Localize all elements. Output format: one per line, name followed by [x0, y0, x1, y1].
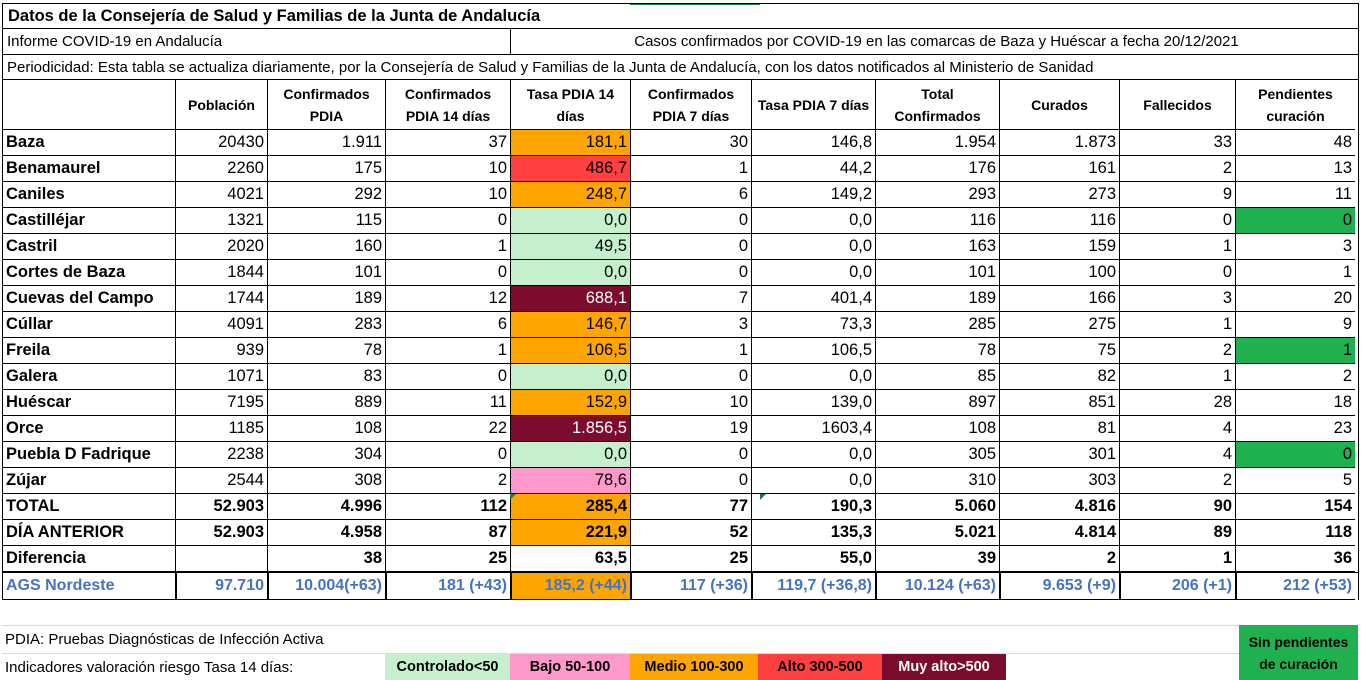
data-cell[interactable]: 292	[268, 182, 386, 208]
data-cell[interactable]: 3	[1120, 286, 1236, 312]
data-cell[interactable]: 308	[268, 468, 386, 494]
data-cell[interactable]: 1	[1236, 338, 1355, 364]
data-cell[interactable]: 152,9	[511, 390, 631, 416]
data-cell[interactable]: 2260	[176, 156, 268, 182]
data-cell[interactable]: 49,5	[511, 234, 631, 260]
table-row	[2, 468, 1359, 494]
data-cell[interactable]: 0,0	[752, 208, 876, 234]
table-title[interactable]: Datos de la Consejería de Salud y Familias de la Junta de Andalucía	[3, 4, 1358, 29]
header-cell[interactable]: Total Confirmados	[876, 80, 1000, 130]
data-cell[interactable]: 1	[1120, 234, 1236, 260]
data-cell[interactable]: 52.903	[176, 494, 268, 520]
data-cell[interactable]: 28	[1120, 390, 1236, 416]
data-cell[interactable]: 2	[1120, 468, 1236, 494]
ags-cell[interactable]: 185,2 (+44)	[511, 573, 631, 600]
data-cell[interactable]: 163	[876, 234, 1000, 260]
data-cell[interactable]: 0	[1120, 208, 1236, 234]
data-cell[interactable]: 486,7	[511, 156, 631, 182]
header-cell[interactable]: Confirmados PDIA 14 días	[386, 80, 511, 130]
data-cell[interactable]: 116	[1000, 208, 1120, 234]
header-cell[interactable]: Fallecidos	[1120, 80, 1236, 130]
header-cell[interactable]: Población	[176, 80, 268, 130]
data-cell[interactable]: 1	[1236, 260, 1355, 286]
data-cell[interactable]: 1603,4	[752, 416, 876, 442]
periodicity-row	[2, 55, 1359, 80]
data-cell[interactable]: 135,3	[752, 520, 876, 546]
data-cell[interactable]: 13	[1236, 156, 1355, 182]
table-row	[2, 130, 1359, 156]
data-cell[interactable]: 166	[1000, 286, 1120, 312]
data-cell[interactable]: 106,5	[752, 338, 876, 364]
data-cell[interactable]: 23	[1236, 416, 1355, 442]
data-cell[interactable]: 2	[1120, 338, 1236, 364]
row-name-cell[interactable]: DÍA ANTERIOR	[3, 520, 176, 546]
data-cell[interactable]: 0	[631, 260, 752, 286]
data-cell[interactable]: 19	[631, 416, 752, 442]
data-cell[interactable]: 4.996	[268, 494, 386, 520]
data-cell[interactable]: 0	[1236, 208, 1355, 234]
data-cell[interactable]: 139,0	[752, 390, 876, 416]
header-cell[interactable]: Confirmados PDIA 7 días	[631, 80, 752, 130]
header-cell[interactable]: Curados	[1000, 80, 1120, 130]
header-cell[interactable]: Tasa PDIA 7 días	[752, 80, 876, 130]
indicators-row	[2, 654, 1359, 680]
report-name[interactable]: Informe COVID-19 en Andalucía	[3, 29, 511, 55]
data-cell[interactable]: 175	[268, 156, 386, 182]
data-cell[interactable]: 0	[1120, 260, 1236, 286]
data-cell[interactable]: 55,0	[752, 546, 876, 572]
data-cell[interactable]: 0	[631, 442, 752, 468]
data-cell[interactable]: 83	[268, 364, 386, 390]
table-row	[2, 546, 1359, 572]
data-cell[interactable]: 37	[386, 130, 511, 156]
data-cell[interactable]: 116	[876, 208, 1000, 234]
data-cell[interactable]: 688,1	[511, 286, 631, 312]
data-cell[interactable]: 0	[631, 364, 752, 390]
table-row	[2, 416, 1359, 442]
header-row	[2, 80, 1359, 130]
data-cell[interactable]: 1.856,5	[511, 416, 631, 442]
data-cell[interactable]: 48	[1236, 130, 1355, 156]
table-row	[2, 208, 1359, 234]
data-cell[interactable]: 149,2	[752, 182, 876, 208]
data-cell[interactable]: 85	[876, 364, 1000, 390]
data-cell[interactable]: 9	[1120, 182, 1236, 208]
data-cell[interactable]: 1.873	[1000, 130, 1120, 156]
row-name-cell[interactable]: Cúllar	[3, 312, 176, 338]
data-cell[interactable]: 304	[268, 442, 386, 468]
sin-pendientes-legend[interactable]	[1239, 625, 1358, 680]
data-cell[interactable]: 0,0	[511, 442, 631, 468]
data-cell[interactable]: 0,0	[752, 364, 876, 390]
data-cell[interactable]: 159	[1000, 234, 1120, 260]
data-cell[interactable]: 4.958	[268, 520, 386, 546]
row-name-cell[interactable]: Freila	[3, 338, 176, 364]
table-row	[2, 234, 1359, 260]
data-cell[interactable]: 44,2	[752, 156, 876, 182]
data-cell[interactable]: 6	[386, 312, 511, 338]
data-cell[interactable]: 154	[1236, 494, 1355, 520]
data-cell[interactable]: 3	[631, 312, 752, 338]
covid-table	[2, 3, 1359, 600]
legend-bajo[interactable]: Bajo 50-100	[510, 654, 630, 680]
report-subtitle[interactable]: Casos confirmados por COVID-19 en las comarcas de Baza y Huéscar a fecha 20/12/2021	[511, 29, 1358, 55]
data-cell[interactable]: 112	[386, 494, 511, 520]
data-cell[interactable]: 78	[268, 338, 386, 364]
data-cell[interactable]: 108	[876, 416, 1000, 442]
data-cell[interactable]: 0,0	[752, 442, 876, 468]
data-cell[interactable]: 7	[631, 286, 752, 312]
ags-row	[2, 572, 1359, 600]
data-cell[interactable]: 4.816	[1000, 494, 1120, 520]
data-cell[interactable]: 1.911	[268, 130, 386, 156]
ags-cell[interactable]: 206 (+1)	[1120, 573, 1236, 600]
info-row	[2, 29, 1359, 55]
data-cell[interactable]: 303	[1000, 468, 1120, 494]
data-cell[interactable]: 0,0	[752, 234, 876, 260]
row-name-cell[interactable]: Caniles	[3, 182, 176, 208]
data-cell[interactable]: 18	[1236, 390, 1355, 416]
row-name-cell[interactable]: Cortes de Baza	[3, 260, 176, 286]
data-cell[interactable]: 190,3	[752, 494, 876, 520]
data-cell[interactable]: 0	[386, 260, 511, 286]
ags-cell[interactable]: 119,7 (+36,8)	[752, 573, 876, 600]
title-row	[2, 3, 1359, 29]
data-cell[interactable]: 52.903	[176, 520, 268, 546]
ags-cell[interactable]: 117 (+36)	[631, 573, 752, 600]
row-name-cell[interactable]: Orce	[3, 416, 176, 442]
data-cell[interactable]: 0,0	[511, 208, 631, 234]
data-cell[interactable]: 189	[876, 286, 1000, 312]
data-cell[interactable]: 310	[876, 468, 1000, 494]
ags-cell[interactable]: 9.653 (+9)	[1000, 573, 1120, 600]
data-cell[interactable]: 10	[386, 182, 511, 208]
data-cell[interactable]: 22	[386, 416, 511, 442]
data-cell[interactable]	[176, 546, 268, 572]
data-cell[interactable]: 118	[1236, 520, 1355, 546]
row-name-cell[interactable]: Puebla D Fadrique	[3, 442, 176, 468]
table-row	[2, 286, 1359, 312]
sin-pendientes-line2: de curación	[1259, 655, 1338, 672]
data-cell[interactable]: 4.814	[1000, 520, 1120, 546]
data-cell[interactable]: 39	[876, 546, 1000, 572]
data-cell[interactable]: 273	[1000, 182, 1120, 208]
legend-muy-alto[interactable]: Muy alto>500	[882, 654, 1006, 680]
data-cell[interactable]: 11	[1236, 182, 1355, 208]
data-cell[interactable]: 897	[876, 390, 1000, 416]
row-name-cell[interactable]: Diferencia	[3, 546, 176, 572]
header-cell[interactable]	[3, 80, 176, 130]
data-cell[interactable]: 0,0	[752, 468, 876, 494]
header-cell[interactable]: Pendientes curación	[1236, 80, 1355, 130]
row-name-cell[interactable]: Huéscar	[3, 390, 176, 416]
cell-comment-marker	[510, 494, 516, 500]
data-cell[interactable]: 4	[1120, 416, 1236, 442]
data-cell[interactable]: 189	[268, 286, 386, 312]
data-cell[interactable]: 52	[631, 520, 752, 546]
sin-pendientes-line1: Sin pendientes	[1248, 633, 1349, 650]
data-cell[interactable]: 101	[268, 260, 386, 286]
cell-comment-marker	[760, 494, 766, 500]
header-cell[interactable]: Tasa PDIA 14 días	[511, 80, 631, 130]
row-name-cell[interactable]: TOTAL	[3, 494, 176, 520]
data-cell[interactable]: 181,1	[511, 130, 631, 156]
data-cell[interactable]: 6	[631, 182, 752, 208]
data-cell[interactable]: 1	[1120, 546, 1236, 572]
data-cell[interactable]: 115	[268, 208, 386, 234]
data-cell[interactable]: 401,4	[752, 286, 876, 312]
data-cell[interactable]: 36	[1236, 546, 1355, 572]
data-cell[interactable]: 851	[1000, 390, 1120, 416]
data-cell[interactable]: 0	[631, 234, 752, 260]
data-cell[interactable]: 161	[1000, 156, 1120, 182]
data-cell[interactable]: 10	[386, 156, 511, 182]
data-cell[interactable]: 1071	[176, 364, 268, 390]
data-cell[interactable]: 20430	[176, 130, 268, 156]
data-cell[interactable]: 0	[386, 442, 511, 468]
table-row	[2, 364, 1359, 390]
data-cell[interactable]: 248,7	[511, 182, 631, 208]
data-cell[interactable]: 305	[876, 442, 1000, 468]
table-row	[2, 520, 1359, 546]
data-cell[interactable]: 90	[1120, 494, 1236, 520]
row-name-cell[interactable]: Galera	[3, 364, 176, 390]
data-cell[interactable]: 146,7	[511, 312, 631, 338]
ags-cell[interactable]: 212 (+53)	[1236, 573, 1355, 600]
data-cell[interactable]: 285	[876, 312, 1000, 338]
data-cell[interactable]: 101	[876, 260, 1000, 286]
data-cell[interactable]: 4021	[176, 182, 268, 208]
data-cell[interactable]: 2	[1236, 364, 1355, 390]
data-cell[interactable]: 78	[876, 338, 1000, 364]
legend-controlado[interactable]: Controlado<50	[385, 654, 510, 680]
data-cell[interactable]: 160	[268, 234, 386, 260]
row-name-cell[interactable]: Baza	[3, 130, 176, 156]
row-name-cell[interactable]: Benamaurel	[3, 156, 176, 182]
header-cell[interactable]: Confirmados PDIA	[268, 80, 386, 130]
data-cell[interactable]: 1	[386, 234, 511, 260]
data-cell[interactable]: 81	[1000, 416, 1120, 442]
data-cell[interactable]: 2	[1120, 156, 1236, 182]
data-cell[interactable]: 1	[386, 338, 511, 364]
data-cell[interactable]: 11	[386, 390, 511, 416]
data-cell[interactable]: 82	[1000, 364, 1120, 390]
indicators-label[interactable]: Indicadores valoración riesgo Tasa 14 días:	[5, 658, 294, 676]
table-row	[2, 390, 1359, 416]
data-cell[interactable]: 2544	[176, 468, 268, 494]
data-cell[interactable]: 2	[386, 468, 511, 494]
data-cell[interactable]: 30	[631, 130, 752, 156]
data-cell[interactable]: 3	[1236, 234, 1355, 260]
table-row	[2, 312, 1359, 338]
data-cell[interactable]: 108	[268, 416, 386, 442]
data-cell[interactable]: 2	[1000, 546, 1120, 572]
legend-medio[interactable]: Medio 100-300	[630, 654, 758, 680]
data-cell[interactable]: 889	[268, 390, 386, 416]
data-cell[interactable]: 1.954	[876, 130, 1000, 156]
data-cell[interactable]: 20	[1236, 286, 1355, 312]
row-name-cell[interactable]: Castril	[3, 234, 176, 260]
legend-alto[interactable]: Alto 300-500	[758, 654, 882, 680]
data-cell[interactable]: 78,6	[511, 468, 631, 494]
data-cell[interactable]: 7195	[176, 390, 268, 416]
data-cell[interactable]: 939	[176, 338, 268, 364]
ags-cell[interactable]: AGS Nordeste	[3, 573, 176, 600]
table-row	[2, 260, 1359, 286]
data-cell[interactable]: 12	[386, 286, 511, 312]
table-row	[2, 442, 1359, 468]
data-cell[interactable]: 9	[1236, 312, 1355, 338]
data-cell[interactable]: 1	[631, 156, 752, 182]
ags-cell[interactable]: 181 (+43)	[386, 573, 511, 600]
data-cell[interactable]: 5.021	[876, 520, 1000, 546]
data-cell[interactable]: 33	[1120, 130, 1236, 156]
data-cell[interactable]: 89	[1120, 520, 1236, 546]
data-cell[interactable]: 285,4	[511, 494, 631, 520]
data-cell[interactable]: 176	[876, 156, 1000, 182]
row-name-cell[interactable]: Cuevas del Campo	[3, 286, 176, 312]
data-cell[interactable]: 1185	[176, 416, 268, 442]
data-cell[interactable]: 0	[1236, 442, 1355, 468]
data-cell[interactable]: 301	[1000, 442, 1120, 468]
ags-cell[interactable]: 10.124 (+63)	[876, 573, 1000, 600]
table-body	[2, 130, 1359, 572]
data-cell[interactable]: 100	[1000, 260, 1120, 286]
data-cell[interactable]: 73,3	[752, 312, 876, 338]
data-cell[interactable]: 38	[268, 546, 386, 572]
data-cell[interactable]: 1	[1120, 364, 1236, 390]
data-cell[interactable]: 0,0	[752, 260, 876, 286]
data-cell[interactable]: 1	[1120, 312, 1236, 338]
data-cell[interactable]: 0,0	[511, 364, 631, 390]
table-row	[2, 156, 1359, 182]
data-cell[interactable]: 87	[386, 520, 511, 546]
data-cell[interactable]: 0	[631, 208, 752, 234]
data-cell[interactable]: 4	[1120, 442, 1236, 468]
ags-cell[interactable]: 97.710	[176, 573, 268, 600]
data-cell[interactable]: 1	[631, 338, 752, 364]
row-name-cell[interactable]: Zújar	[3, 468, 176, 494]
data-cell[interactable]: 275	[1000, 312, 1120, 338]
data-cell[interactable]: 1844	[176, 260, 268, 286]
data-cell[interactable]: 5.060	[876, 494, 1000, 520]
row-name-cell[interactable]: Castilléjar	[3, 208, 176, 234]
data-cell[interactable]: 2020	[176, 234, 268, 260]
data-cell[interactable]: 221,9	[511, 520, 631, 546]
data-cell[interactable]: 1321	[176, 208, 268, 234]
data-cell[interactable]: 283	[268, 312, 386, 338]
data-cell[interactable]: 75	[1000, 338, 1120, 364]
data-cell[interactable]: 0	[631, 468, 752, 494]
pdia-note[interactable]: PDIA: Pruebas Diagnósticas de Infección Activa	[5, 630, 324, 648]
table-row	[2, 494, 1359, 520]
data-cell[interactable]: 10	[631, 390, 752, 416]
data-cell[interactable]: 0	[386, 364, 511, 390]
data-cell[interactable]: 5	[1236, 468, 1355, 494]
data-cell[interactable]: 293	[876, 182, 1000, 208]
periodicity-note[interactable]: Periodicidad: Esta tabla se actualiza diariamente, por la Consejería de Salud y Familias de la Junta de Andalucía, con los datos notificados al Ministerio de Sanidad	[3, 55, 1358, 80]
data-cell[interactable]: 106,5	[511, 338, 631, 364]
data-cell[interactable]: 77	[631, 494, 752, 520]
data-cell[interactable]: 0	[386, 208, 511, 234]
data-cell[interactable]: 25	[631, 546, 752, 572]
data-cell[interactable]: 25	[386, 546, 511, 572]
data-cell[interactable]: 146,8	[752, 130, 876, 156]
ags-cell[interactable]: 10.004(+63)	[268, 573, 386, 600]
table-row	[2, 182, 1359, 208]
data-cell[interactable]: 0,0	[511, 260, 631, 286]
data-cell[interactable]: 63,5	[511, 546, 631, 572]
data-cell[interactable]: 1744	[176, 286, 268, 312]
data-cell[interactable]: 2238	[176, 442, 268, 468]
data-cell[interactable]: 4091	[176, 312, 268, 338]
table-row	[2, 338, 1359, 364]
